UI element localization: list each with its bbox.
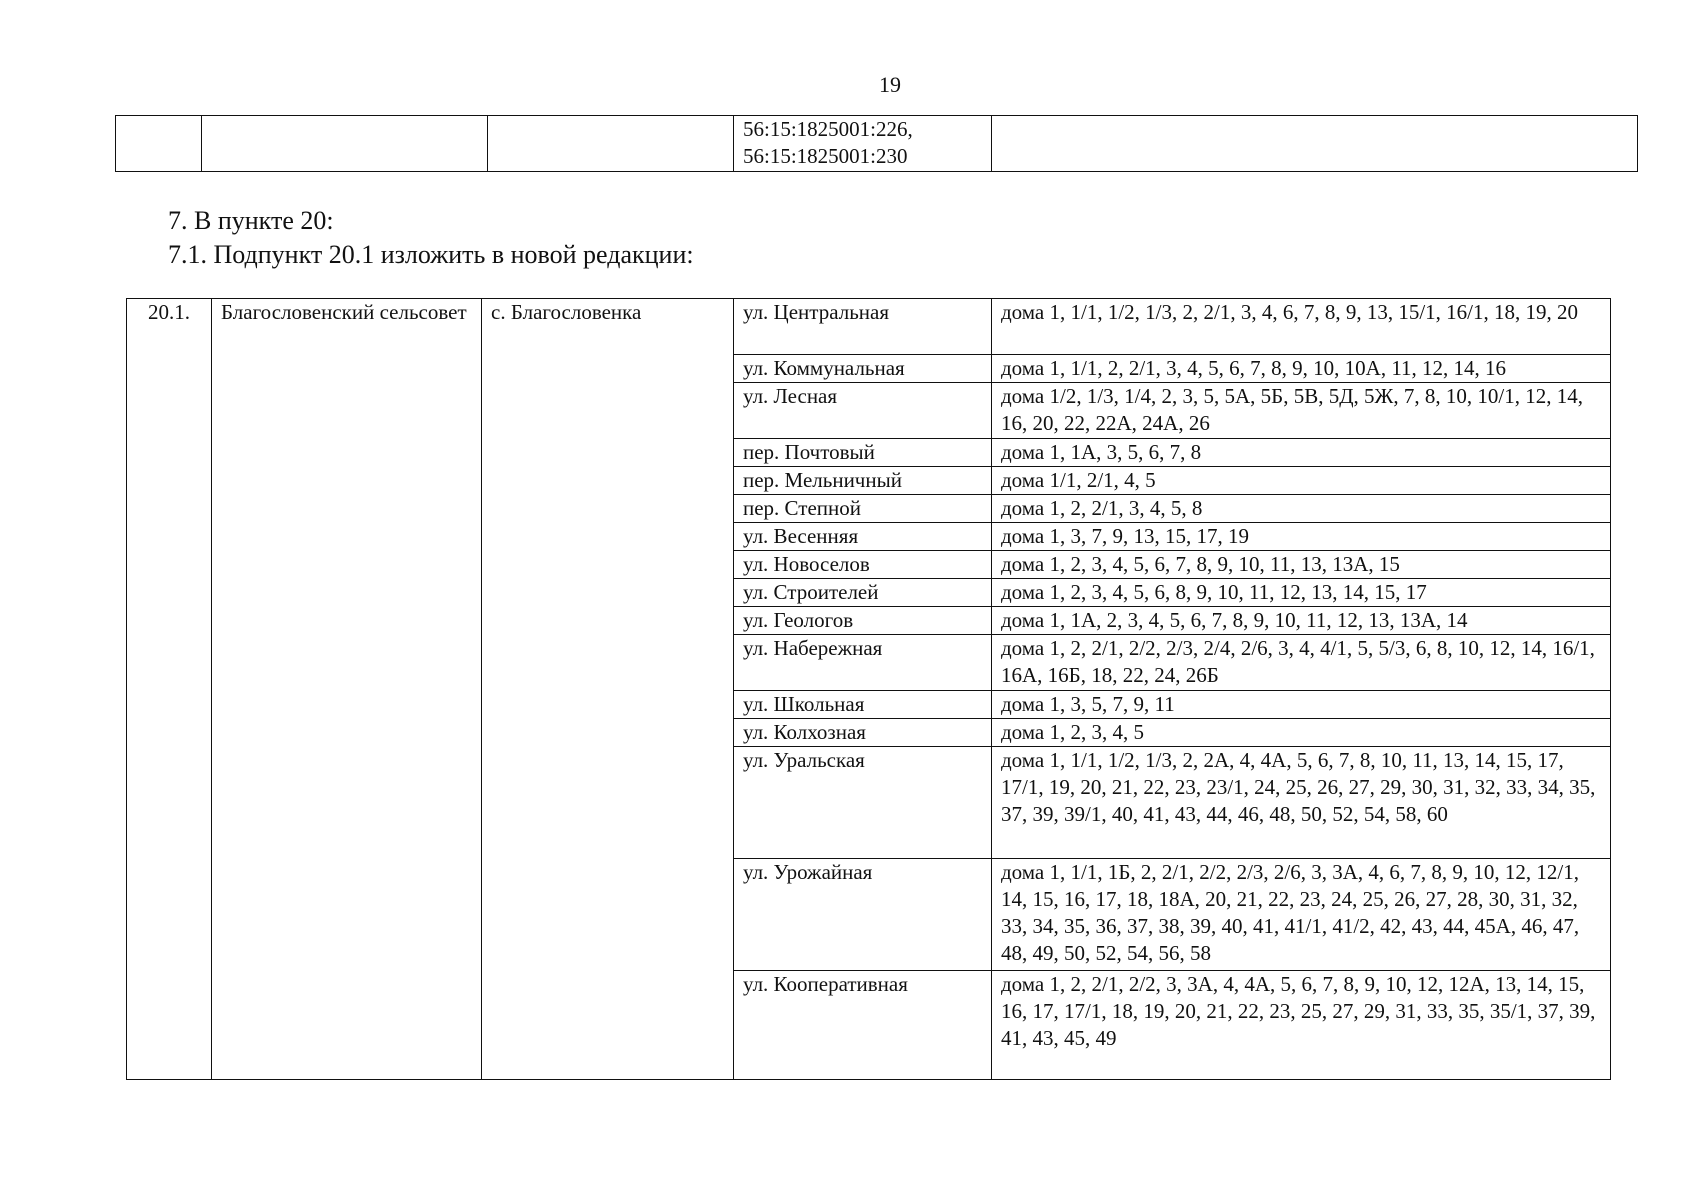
house-numbers: дома 1, 2, 2/1, 2/2, 3, 3А, 4, 4А, 5, 6, 7, 8, 9, 10, 12, 12А, 13, 14, 15, 16, 17, 17/1, 18, 19, 20, 21, 22, 23, 25, 27, 29, 31, 33, 35, 35/1, 37, 39, 41, 43, 45, 49 — [992, 971, 1611, 1080]
council-name: Благословенский сельсовет — [212, 299, 482, 1080]
house-numbers: дома 1, 2, 2/1, 3, 4, 5, 8 — [992, 495, 1611, 523]
street-name: ул. Школьная — [734, 691, 992, 719]
street-name: ул. Уральская — [734, 747, 992, 859]
house-numbers: дома 1, 1А, 2, 3, 4, 5, 6, 7, 8, 9, 10, 11, 12, 13, 13А, 14 — [992, 607, 1611, 635]
house-numbers: дома 1/2, 1/3, 1/4, 2, 3, 5, 5А, 5Б, 5В, 5Д, 5Ж, 7, 8, 10, 10/1, 12, 14, 16, 20, 22, 22А, 24А, 26 — [992, 383, 1611, 439]
house-numbers: дома 1, 1А, 3, 5, 6, 7, 8 — [992, 439, 1611, 467]
section-heading: 7. В пункте 20: — [168, 206, 334, 235]
item-number: 20.1. — [127, 299, 212, 1080]
street-name: ул. Лесная — [734, 383, 992, 439]
continuation-table — [115, 115, 1638, 172]
street-name: пер. Почтовый — [734, 439, 992, 467]
table-row — [127, 299, 1611, 355]
cadastral-number: 56:15:1825001:230 — [743, 144, 908, 168]
house-numbers: дома 1/1, 2/1, 4, 5 — [992, 467, 1611, 495]
street-name: пер. Степной — [734, 495, 992, 523]
street-name: ул. Геологов — [734, 607, 992, 635]
village-name: с. Благословенка — [482, 299, 734, 1080]
table-cell — [488, 116, 734, 172]
house-numbers: дома 1, 2, 2/1, 2/2, 2/3, 2/4, 2/6, 3, 4, 4/1, 5, 5/3, 6, 8, 10, 12, 14, 16/1, 16А, 16Б, 18, 22, 24, 26Б — [992, 635, 1611, 691]
cadastral-cell — [734, 116, 992, 172]
table-row — [116, 116, 1638, 172]
house-numbers: дома 1, 2, 3, 4, 5 — [992, 719, 1611, 747]
street-name: ул. Колхозная — [734, 719, 992, 747]
house-numbers: дома 1, 3, 7, 9, 13, 15, 17, 19 — [992, 523, 1611, 551]
street-name: пер. Мельничный — [734, 467, 992, 495]
table-cell — [992, 116, 1638, 172]
house-numbers: дома 1, 2, 3, 4, 5, 6, 7, 8, 9, 10, 11, 13, 13А, 15 — [992, 551, 1611, 579]
street-name: ул. Набережная — [734, 635, 992, 691]
street-name: ул. Новоселов — [734, 551, 992, 579]
page-number: 19 — [879, 72, 901, 97]
house-numbers: дома 1, 1/1, 1Б, 2, 2/1, 2/2, 2/3, 2/6, 3, 3А, 4, 6, 7, 8, 9, 10, 12, 12/1, 14, 15, 16, 17, 18, 18А, 20, 21, 22, 23, 24, 25, 26, 27, 28, 30, 31, 32, 33, 34, 35, 36, 37, 38, 39, 40, 41, 41/1, 41/2, 42, 43, 44, 45А, 46, 47, 48, 49, 50, 52, 54, 56, 58 — [992, 859, 1611, 971]
house-numbers: дома 1, 1/1, 1/2, 1/3, 2, 2А, 4, 4А, 5, 6, 7, 8, 10, 11, 13, 14, 15, 17, 17/1, 19, 20, 21, 22, 23, 23/1, 24, 25, 26, 27, 29, 30, 31, 32, 33, 34, 35, 37, 39, 39/1, 40, 41, 43, 44, 46, 48, 50, 52, 54, 58, 60 — [992, 747, 1611, 859]
table-cell — [202, 116, 488, 172]
street-name: ул. Урожайная — [734, 859, 992, 971]
street-name: ул. Весенняя — [734, 523, 992, 551]
house-numbers: дома 1, 3, 5, 7, 9, 11 — [992, 691, 1611, 719]
house-numbers: дома 1, 1/1, 2, 2/1, 3, 4, 5, 6, 7, 8, 9, 10, 10А, 11, 12, 14, 16 — [992, 355, 1611, 383]
street-name: ул. Центральная — [734, 299, 992, 355]
street-name: ул. Строителей — [734, 579, 992, 607]
house-numbers: дома 1, 2, 3, 4, 5, 6, 8, 9, 10, 11, 12, 13, 14, 15, 17 — [992, 579, 1611, 607]
street-name: ул. Коммунальная — [734, 355, 992, 383]
cadastral-number: 56:15:1825001:226, — [743, 117, 913, 141]
house-numbers: дома 1, 1/1, 1/2, 1/3, 2, 2/1, 3, 4, 6, 7, 8, 9, 13, 15/1, 16/1, 18, 19, 20 — [992, 299, 1611, 355]
table-cell — [116, 116, 202, 172]
address-table — [126, 298, 1611, 1080]
subsection-heading: 7.1. Подпункт 20.1 изложить в новой редакции: — [168, 240, 694, 269]
street-name: ул. Кооперативная — [734, 971, 992, 1080]
